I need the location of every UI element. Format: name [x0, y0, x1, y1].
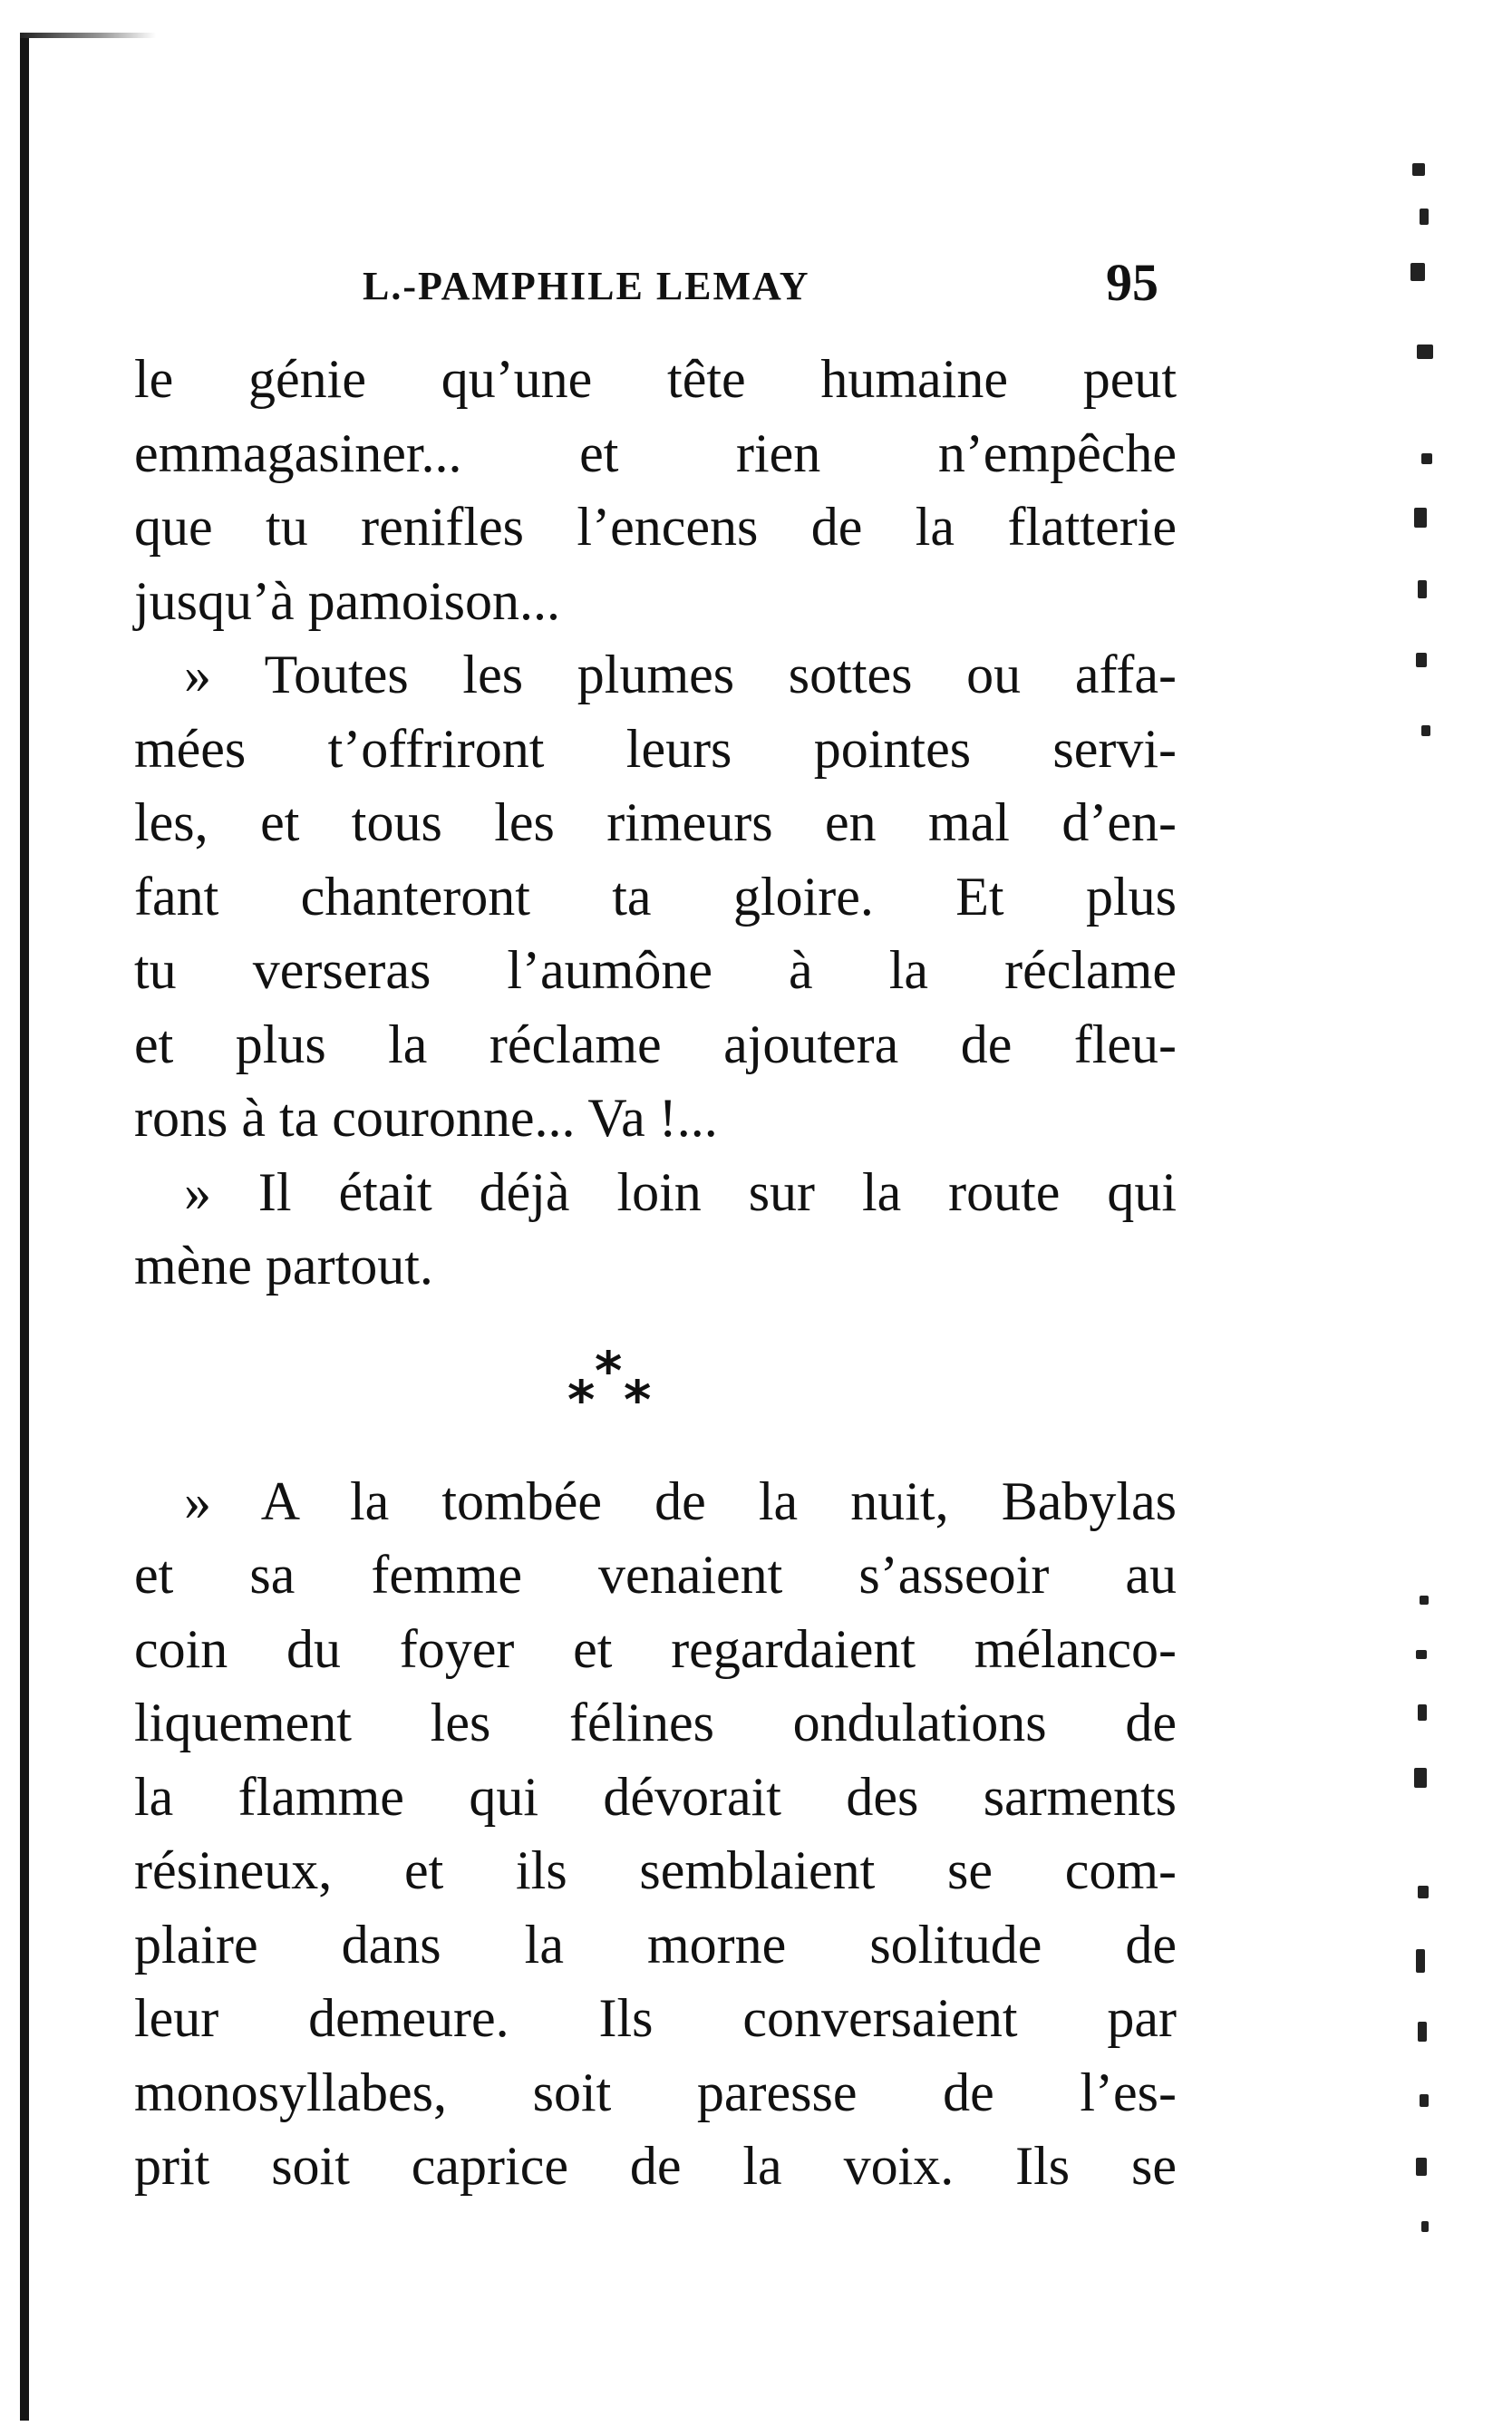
- asterism-star: *: [595, 1339, 623, 1402]
- text-line: tu verseras l’aumône à la réclame: [134, 940, 1177, 1000]
- paragraph: [134, 1465, 1177, 2204]
- text-line: fant chanteront ta gloire. Et plus: [134, 866, 1177, 927]
- text-line: » Toutes les plumes sottes ou affa-: [184, 645, 1177, 704]
- text-line: prit soit caprice de la voix. Ils se: [134, 2136, 1177, 2196]
- asterism-star: *: [624, 1368, 652, 1431]
- text-line: et sa femme venaient s’asseoir au: [134, 1545, 1177, 1605]
- text-line: résineux, et ils semblaient se com-: [134, 1840, 1177, 1900]
- text-line: que tu renifles l’encens de la flatterie: [134, 497, 1177, 557]
- page-edge: [20, 36, 29, 2421]
- paragraph: [134, 343, 1177, 638]
- text-line: liquement les félines ondulations de: [134, 1693, 1177, 1752]
- running-header-author: L.-PAMPHILE LEMAY: [363, 264, 810, 308]
- text-line: leur demeure. Ils conversaient par: [134, 1988, 1177, 2048]
- text-line: jusqu’à pamoison...: [134, 570, 560, 631]
- show-through-marks: [1394, 0, 1512, 2436]
- text-line: et plus la réclame ajoutera de fleu-: [134, 1014, 1177, 1074]
- asterism-star: *: [567, 1368, 596, 1431]
- text-line: coin du foyer et regardaient mélanco-: [134, 1618, 1177, 1679]
- paragraph: [134, 638, 1177, 1156]
- text-line: rons à ta couronne... Va !...: [134, 1088, 718, 1148]
- paragraph: [134, 1156, 1177, 1304]
- text-line: monosyllabes, soit paresse de l’es-: [134, 2062, 1177, 2122]
- asterism: [134, 1304, 1177, 1465]
- text-body: [134, 343, 1177, 2204]
- text-line: emmagasiner... et rien n’empêche: [134, 422, 1177, 483]
- running-header: [363, 252, 1178, 315]
- text-line: mées t’offriront leurs pointes servi-: [134, 718, 1177, 779]
- text-line: » A la tombée de la nuit, Babylas: [184, 1470, 1177, 1531]
- page-number: 95: [1106, 253, 1158, 312]
- text-line: mène partout.: [134, 1236, 433, 1296]
- text-line: » Il était déjà loin sur la route qui: [184, 1161, 1177, 1222]
- text-line: plaire dans la morne solitude de: [134, 1914, 1177, 1975]
- text-line: les, et tous les rimeurs en mal d’en-: [134, 792, 1177, 852]
- text-line: le génie qu’une tête humaine peut: [134, 349, 1177, 409]
- text-line: la flamme qui dévorait des sarments: [134, 1766, 1177, 1827]
- page-edge-top: [20, 33, 156, 38]
